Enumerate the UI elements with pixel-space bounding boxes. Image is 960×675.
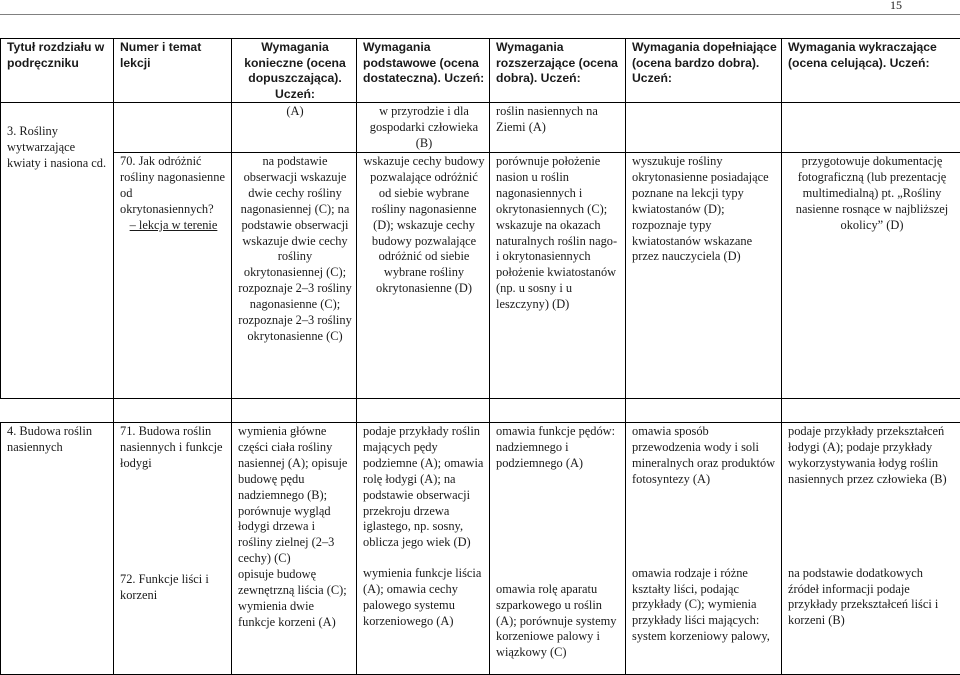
lesson-70-dopelniajace: wyszukuje rośliny okrytonasienne posiadające poznane na lekcji typy kwiatostanów (D); rozpoznaje typy kwiatostanów wskazane przez nauczyciela (D) bbox=[632, 154, 769, 263]
lesson-71-wykraczajace: podaje przykłady przekształceń łodygi (A); podaje przykłady wykorzystywania łodyg roślin nasiennych przez człowieka (B) bbox=[788, 424, 956, 488]
header-dopelniajace: Wymagania dopełniające (ocena bardzo dobra). Uczeń: bbox=[626, 39, 782, 103]
header-rozszerzajace: Wymagania rozszerzające (ocena dobra). Uczeń: bbox=[490, 39, 626, 103]
lesson-71-podstawowe: podaje przykłady roślin mających pędy podziemne (A); omawia rolę łodygi (A); na podstawie obserwacji przekroju drzewa iglastego, np. sosny, oblicza jego wiek (D) bbox=[363, 424, 485, 551]
lessons-71-72-row bbox=[1, 423, 960, 675]
lesson-71-title: 71. Budowa roślin nasiennych i funkcje łodygi bbox=[120, 424, 227, 472]
header-wykraczajace: Wymagania wykraczające (ocena celująca). Uczeń: bbox=[782, 39, 960, 103]
lesson-72-podstawowe: wymienia funkcje liścia (A); omawia cechy palowego systemu korzeniowego (A) bbox=[363, 566, 485, 630]
lesson-70-podstawowe: wskazuje cechy budowy pozwalające odróżnić od siebie wybrane rośliny nagonasienne (D); wskazuje cechy budowy pozwalające odróżnić od siebie wybrane rośliny okrytonasienne (D) bbox=[363, 154, 484, 295]
chapter-4-title: 4. Budowa roślin nasiennych bbox=[7, 424, 92, 454]
continuation-row bbox=[1, 103, 960, 153]
page-number: 15 bbox=[890, 0, 902, 13]
cont-podstawowe: w przyrodzie i dla gospodarki człowieka (B) bbox=[370, 104, 478, 150]
lesson-70-rozszerzajace: porównuje położenie nasion u roślin nagonasiennych i okrytonasiennych (C); wskazuje na okazach naturalnych roślin nago- i okrytonasiennych położenie kwiatostanów (np. u sosny i u leszczyny) (D) bbox=[496, 154, 617, 311]
cont-rozszerzajace: roślin nasiennych na Ziemi (A) bbox=[496, 104, 598, 134]
chapter-title: 3. Rośliny wytwarzające kwiaty i nasiona cd. bbox=[7, 124, 106, 170]
lesson-71-konieczne: wymienia główne części ciała rośliny nasiennej (A); opisuje budowę pędu nadziemnego (B); porównuje wygląd łodygi drzewa i rośliny zielnej (2–3 cechy) (C) bbox=[238, 424, 352, 567]
header-chapter: Tytuł rozdziału w podręczniku bbox=[1, 39, 114, 103]
lesson-70-konieczne: na podstawie obserwacji wskazuje dwie cechy rośliny nagonasiennej (C); na podstawie obserwacji wskazuje dwie cechy rośliny okrytonasiennej (C); rozpoznaje 2–3 rośliny nagonasienne (C); rozpoznaje 2–3 rośliny okrytonasienne (C) bbox=[238, 154, 352, 343]
lesson-72-dopelniajace: omawia rodzaje i różne kształty liści, podając przykłady (C); wymienia przykłady liści mających: system korzeniowy palowy, bbox=[632, 566, 777, 646]
lesson-72-wykraczajace: na podstawie dodatkowych źródeł informacji podaje przykłady przekształceń liści i korzeni (B) bbox=[788, 566, 956, 630]
lesson-70-subtitle: – lekcja w terenie bbox=[120, 218, 227, 234]
page-number-bar bbox=[0, 0, 960, 15]
lesson-70-row bbox=[1, 153, 960, 399]
lesson-71-rozszerzajace: omawia funkcje pędów: nadziemnego i podziemnego (A) bbox=[496, 424, 621, 472]
header-konieczne: Wymagania konieczne (ocena dopuszczająca). Uczeń: bbox=[232, 39, 357, 103]
header-row bbox=[1, 39, 960, 103]
header-lesson: Numer i temat lekcji bbox=[114, 39, 232, 103]
lesson-72-rozszerzajace: omawia rolę aparatu szparkowego u roślin (A); porównuje systemy korzeniowe palowy i wiązkowy (C) bbox=[496, 582, 621, 662]
lesson-72-title: 72. Funkcje liści i korzeni bbox=[120, 572, 227, 604]
section-gap bbox=[1, 399, 960, 423]
lesson-70-wykraczajace: przygotowuje dokumentację fotograficzną (lub prezentację multimedialną) pt. „Rośliny nasienne rosnące w najbliższej okolicy” (D) bbox=[796, 154, 948, 232]
lesson-72-konieczne: opisuje budowę zewnętrzną liścia (C); wymienia dwie funkcje korzeni (A) bbox=[238, 567, 352, 631]
lesson-71-dopelniajace: omawia sposób przewodzenia wody i soli mineralnych oraz produktów fotosyntezy (A) bbox=[632, 424, 777, 488]
header-podstawowe: Wymagania podstawowe (ocena dostateczna). Uczeń: bbox=[357, 39, 490, 103]
cont-konieczne: (A) bbox=[286, 104, 303, 118]
lesson-70-title: 70. Jak odróżnić rośliny nagonasienne od okrytonasiennych? bbox=[120, 154, 227, 218]
requirements-table bbox=[0, 38, 960, 675]
